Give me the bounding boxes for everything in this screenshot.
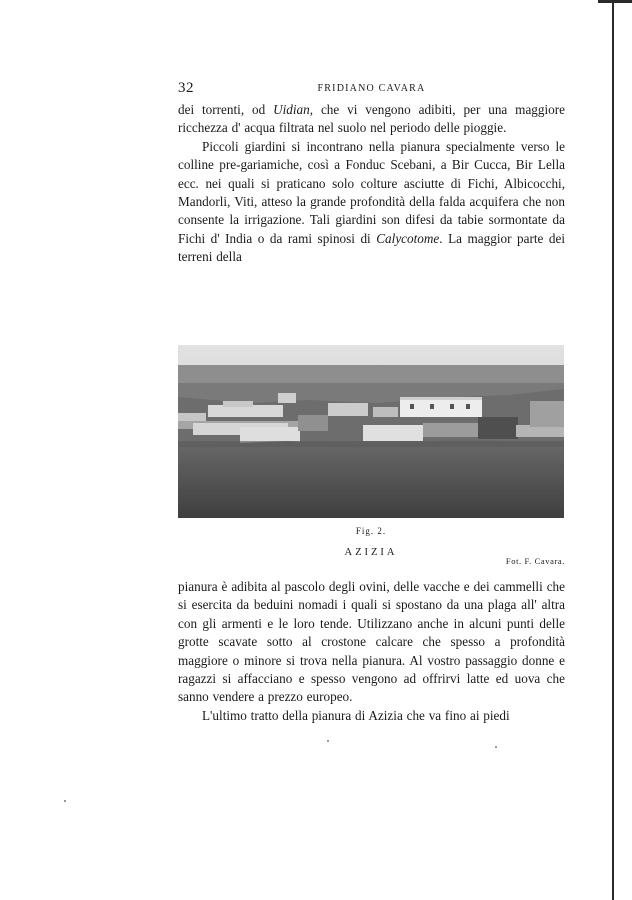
paragraph: L'ultimo tratto della pianura di Azizia che va fino ai piedi: [202, 707, 510, 723]
figure-photo-azizia: [178, 345, 564, 518]
page-edge-line: [612, 0, 614, 900]
page-edge-notch: [598, 0, 632, 3]
paragraph: pianura è adibita al pascolo degli ovini, delle vacche e dei cammelli che si esercita da beduini nomadi i quali si spostano da una plaga all' altra con gli armenti e le loro tende. Utilizzano anche in alcuni punti delle grotte scavate sotto al crostone calcare che spesso a profondità maggiore o minore si trova nella pianura. Al vostro passaggio donne e ragazzi si affacciano e spesso vengono ad offrirvi latte ed uova che sanno vendere a prezzo europeo.: [178, 579, 565, 705]
figure-number: Fig. 2.: [355, 526, 387, 536]
print-speck: [327, 740, 329, 742]
figure-title: AZIZIA: [344, 547, 398, 558]
text-block-bottom: [178, 578, 565, 725]
running-head: [178, 80, 565, 98]
running-title: FRIDIANO CAVARA: [317, 83, 426, 94]
photo-credit: Fot. F. Cavara.: [505, 556, 565, 566]
paragraph: Piccoli giardini si incontrano nella pianura specialmente verso le colline pre-gariamiche, così a Fonduc Scebani, a Bir Cucca, Bir Lella ecc. nei quali si praticano solo colture asciutte di Fichi, Albicocchi, Mandorli, Viti, atteso la grande profondità della falda acquifera che non consente la irrigazione. Tali giardini son difesi da tabie sormontate da Fichi d' India o da rami spinosi di Calycotome. La maggior parte dei terreni della: [178, 138, 566, 265]
print-speck: [495, 746, 497, 748]
page-number: 32: [178, 80, 194, 96]
paragraph: dei torrenti, od Uidian, che vi vengono adibiti, per una maggiore ricchezza d' acqua filtrata nel suolo nel periodo delle pioggie.: [178, 102, 565, 136]
text-block-top: [178, 101, 565, 267]
print-speck: [64, 800, 66, 802]
